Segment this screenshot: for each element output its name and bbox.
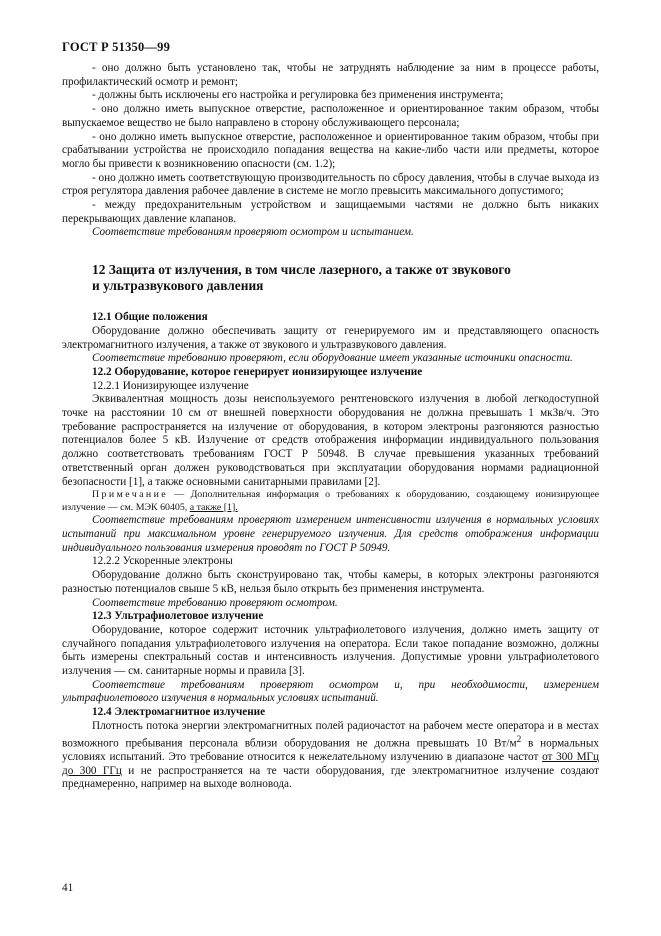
paragraph: Оборудование должно обеспечивать защиту от генерируемого им и представляющего опасность электромагнитного излучения, а также от звукового и ультразвукового давления. [62, 324, 599, 351]
compliance-note: Соответствие требованиям проверяют измерением интенсивности излучения в нормальных условиях испытаний при максимальном уровне генерируемого излучения. Для средств отображения информации индивидуального пользования измерения проводят по ГОСТ Р 50949. [62, 514, 599, 554]
note-paragraph [62, 489, 599, 514]
list-item: - оно должно иметь выпускное отверстие, расположенное и ориентированное таким образом, чтобы при срабатывании устройства не происходило попадания вещества на какие-либо части или предметы, которое могло бы привести к возникновению опасности (см. 1.2); [62, 130, 599, 170]
page-body [62, 62, 599, 792]
section-12-title [92, 262, 599, 293]
text-run: Плотность потока энергии электромагнитных полей радиочастот на рабочем месте оператора и в местах возможного пребывания персонала вблизи оборудования не должна превышать 10 Вт/м [62, 719, 599, 750]
list-item: - оно должно иметь выпускное отверстие, расположенное и ориентированное таким образом, чтобы выпускаемое вещество не было направлено в сторону обслуживающего персонала; [62, 103, 599, 129]
compliance-note: Соответствие требованиям проверяют осмотром и, при необходимости, измерением ультрафиолетового излучения в нормальных условиях испытаний. [62, 678, 599, 705]
compliance-note: Соответствие требованию проверяют осмотром. [92, 596, 338, 609]
standard-header: ГОСТ Р 51350—99 [62, 40, 171, 54]
clause-heading: 12.2.2 Ускоренные электроны [92, 555, 233, 568]
page-number: 41 [62, 882, 74, 894]
section-title-line: и ультразвукового давления [92, 277, 264, 293]
subsection-heading: 12.4 Электромагнитное излучение [92, 706, 266, 719]
section-title-line: 12 Защита от излучения, в том числе лазерного, а также от звукового [92, 262, 511, 278]
subsection-heading: 12.3 Ультрафиолетовое излучение [92, 610, 264, 623]
paragraph: Оборудование должно быть сконструировано так, чтобы камеры, в которых электроны разгоняются разностью потенциалов свыше 5 кВ, нельзя было открыть без применения инструмента. [62, 569, 599, 595]
note-text: — Дополнительная информация о требованиях к оборудованию, создающему ионизирующее излучение — см. МЭК 60405, [62, 489, 599, 513]
compliance-note: Соответствие требованию проверяют, если оборудование имеет указанные источники опасности. [92, 352, 573, 365]
superscript: 2 [516, 734, 522, 745]
list-item: - оно должно быть установлено так, чтобы не затруднять наблюдение за ним в процессе работы, профилактический осмотр и ремонт; [62, 62, 599, 88]
text-run: в нормальных условиях испытаний. Это требование относится к нежелательному излучению в диапазоне частот [62, 737, 600, 763]
list-item: - оно должно иметь соответствующую производительность по сбросу давления, чтобы в случае выхода из строя регулятора давления рабочее давление в системе не могло превысить максимального допустимого; [62, 171, 599, 198]
note-label: Примечание [92, 489, 169, 501]
text-run: и не распространяется на те части оборудования, где электромагнитное излучение создают преднамеренно, например на выходе волновода. [62, 764, 599, 791]
list-item: - между предохранительным устройством и защищаемыми частями не должно быть никаких перекрывающих давление клапанов. [62, 199, 599, 225]
clause-heading: 12.2.1 Ионизирующее излучение [92, 379, 249, 392]
paragraph [62, 720, 599, 792]
paragraph: Оборудование, которое содержит источник ультрафиолетового излучения, должно иметь защиту от случайного попадания ультрафиолетового излучения на оператора. Если такое попадание возможно, должны быть измерены спектральный состав и интенсивность излучения. Допустимые уровни ультрафиолетового излучения — см. санитарные нормы и правила [3]. [62, 623, 599, 678]
paragraph: Эквивалентная мощность дозы неиспользуемого рентгеновского излучения в любой легкодоступной точке на расстоянии 10 см от внешней поверхности оборудования не должна превышать 1 мкЗв/ч. Это требование распространяется на излучение от оборудования, в котором электроны разгоняются разностью потенциалов более 5 кВ. Излучение от средств отображения информации индивидуального пользования должно соответствовать требованиям ГОСТ Р 50948. В случае превышения указанных требований ответственный орган должен руководствоваться при эксплуатации оборудования нормами радиационной безопасности [1], а также основными санитарными правилами [2]. [62, 393, 599, 488]
list-item: - должны быть исключены его настройка и регулировка без применения инструмента; [92, 89, 504, 102]
subsection-heading: 12.2 Оборудование, которое генерирует ионизирующее излучение [92, 365, 423, 378]
frequency-range: от 300 МГц до 300 ГГц [62, 750, 599, 777]
note-reference: а также [1]. [189, 501, 238, 513]
compliance-note: Соответствие требованиям проверяют осмотром и испытанием. [92, 226, 414, 239]
subsection-heading: 12.1 Общие положения [92, 311, 208, 324]
